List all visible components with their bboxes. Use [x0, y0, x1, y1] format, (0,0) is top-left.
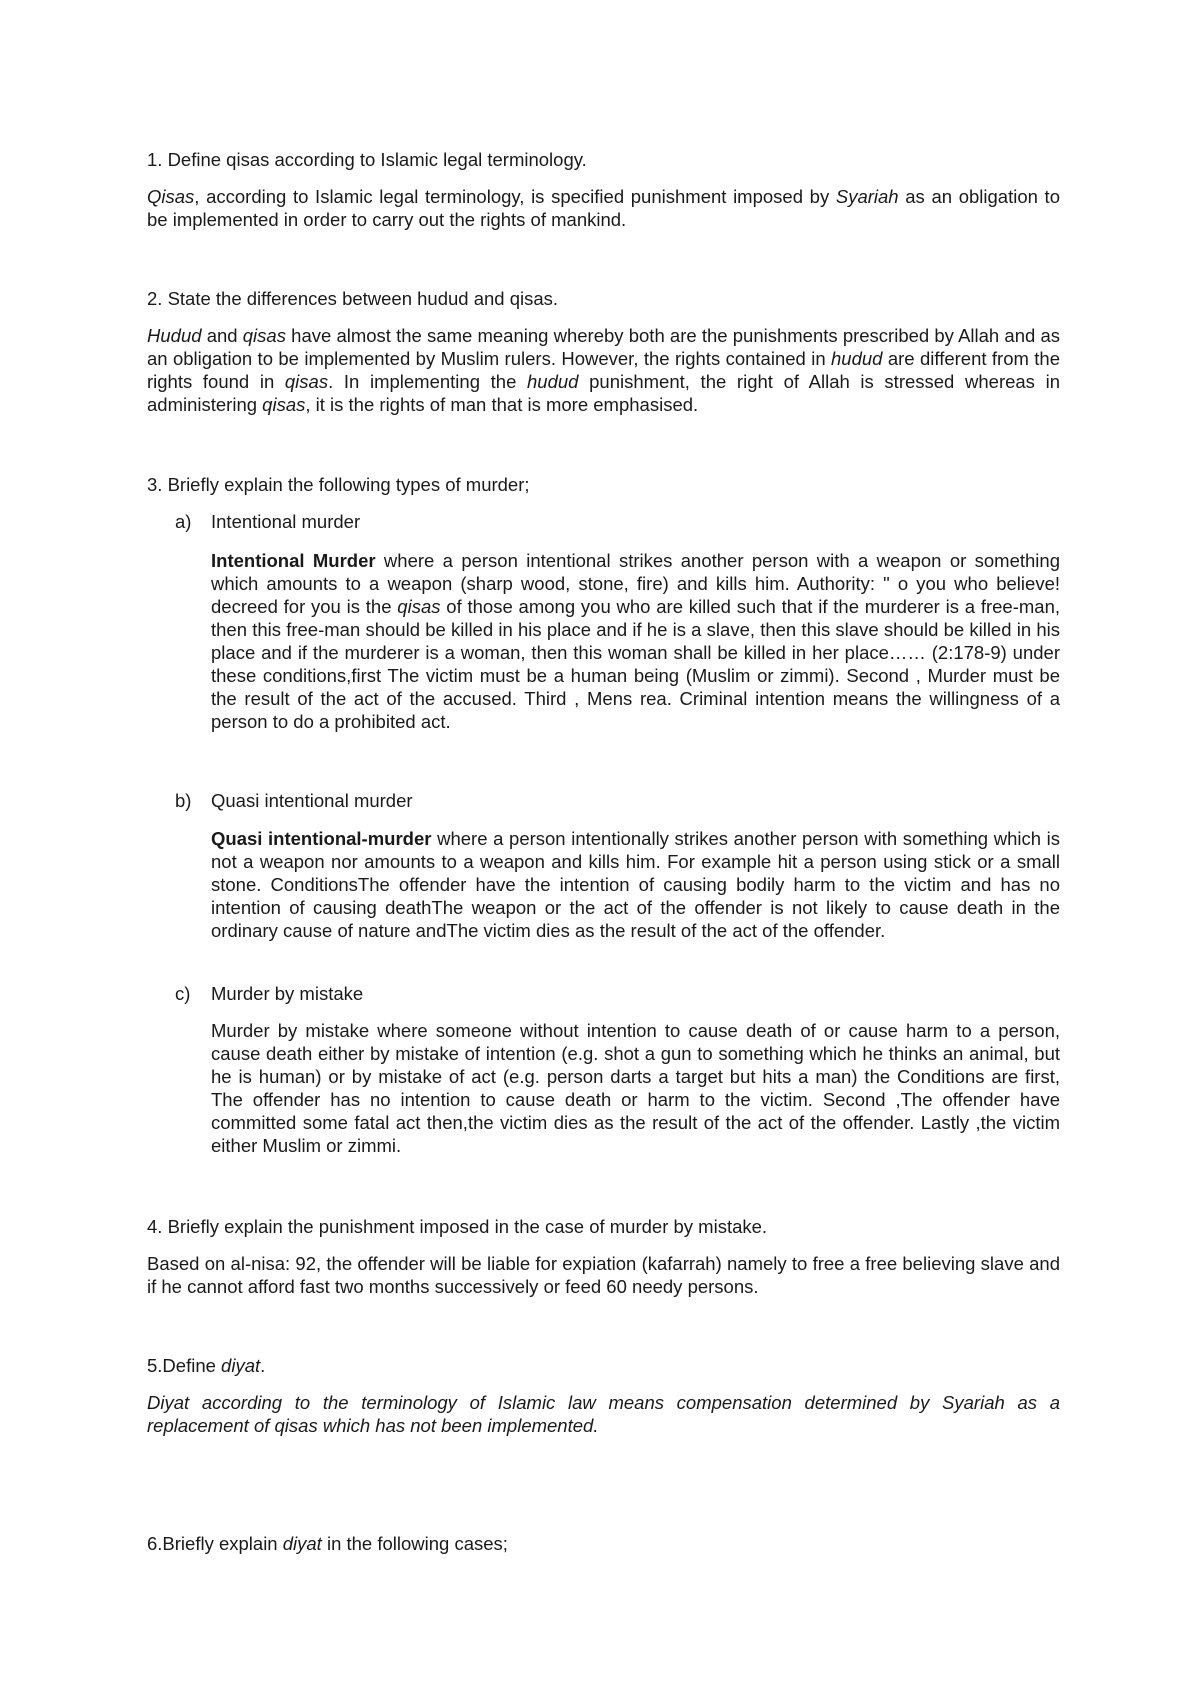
subheading-murder-by-mistake: Murder by mistake	[211, 983, 364, 1004]
subheading-quasi-intentional-murder: Quasi intentional murder	[211, 790, 413, 811]
question-1: 1. Define qisas according to Islamic legal terminology.	[147, 149, 587, 170]
question-5: 5.Define diyat.	[147, 1355, 266, 1376]
list-marker-c: c)	[175, 983, 191, 1004]
answer-3c: Murder by mistake where someone without intention to cause death of or cause harm to a person, cause death either by mistake of intention (e.g. shot a gun to something which he thinks an animal, but he is human) or by mistake of act (e.g. person darts a target but hits a man) the Conditions are first, The offender has no intention to cause death or harm to the victim. Second ,The offender have committed some fatal act then,the victim dies as the result of the act of the offender. Lastly ,the victim either Muslim or zimmi.	[211, 1020, 1060, 1156]
question-2: 2. State the differences between hudud and qisas.	[147, 288, 559, 309]
list-marker-b: b)	[175, 790, 192, 811]
document-page	[147, 0, 1060, 1698]
question-3: 3. Briefly explain the following types of murder;	[147, 474, 530, 495]
answer-2: Hudud and qisas have almost the same meaning whereby both are the punishments prescribed by Allah and as an obligation to be implemented by Muslim rulers. However, the rights contained in hudud are different from the rights found in qisas. In implementing the hudud punishment, the right of Allah is stressed whereas in administering qisas, it is the rights of man that is more emphasised.	[147, 325, 1060, 415]
question-4: 4. Briefly explain the punishment imposed in the case of murder by mistake.	[147, 1216, 768, 1237]
answer-4: Based on al-nisa: 92, the offender will be liable for expiation (kafarrah) namely to free a free believing slave and if he cannot afford fast two months successively or feed 60 needy persons.	[147, 1253, 1060, 1297]
question-6: 6.Briefly explain diyat in the following cases;	[147, 1533, 508, 1554]
subheading-intentional-murder: Intentional murder	[211, 511, 361, 532]
answer-1: Qisas, according to Islamic legal terminology, is specified punishment imposed by Syariah as an obligation to be implemented in order to carry out the rights of mankind.	[147, 186, 1060, 230]
list-marker-a: a)	[175, 511, 192, 532]
answer-5: Diyat according to the terminology of Islamic law means compensation determined by Syariah as a replacement of qisas which has not been implemented.	[147, 1392, 1060, 1436]
answer-3a: Intentional Murder where a person intentional strikes another person with a weapon or something which amounts to a weapon (sharp wood, stone, fire) and kills him. Authority: " o you who believe! decreed for you is the qisas of those among you who are killed such that if the murderer is a free-man, then this free-man should be killed in his place and if he is a slave, then this slave should be killed in his place and if the murderer is a woman, then this woman shall be killed in her place…… (2:178-9) under these conditions,first The victim must be a human being (Muslim or zimmi). Second , Murder must be the result of the act of the accused. Third , Mens rea. Criminal intention means the willingness of a person to do a prohibited act.	[211, 550, 1060, 732]
answer-3b: Quasi intentional-murder where a person intentionally strikes another person with something which is not a weapon nor amounts to a weapon and kills him. For example hit a person using stick or a small stone. ConditionsThe offender have the intention of causing bodily harm to the victim and has no intention of causing deathThe weapon or the act of the offender is not likely to cause death in the ordinary cause of nature andThe victim dies as the result of the act of the offender.	[211, 828, 1061, 941]
